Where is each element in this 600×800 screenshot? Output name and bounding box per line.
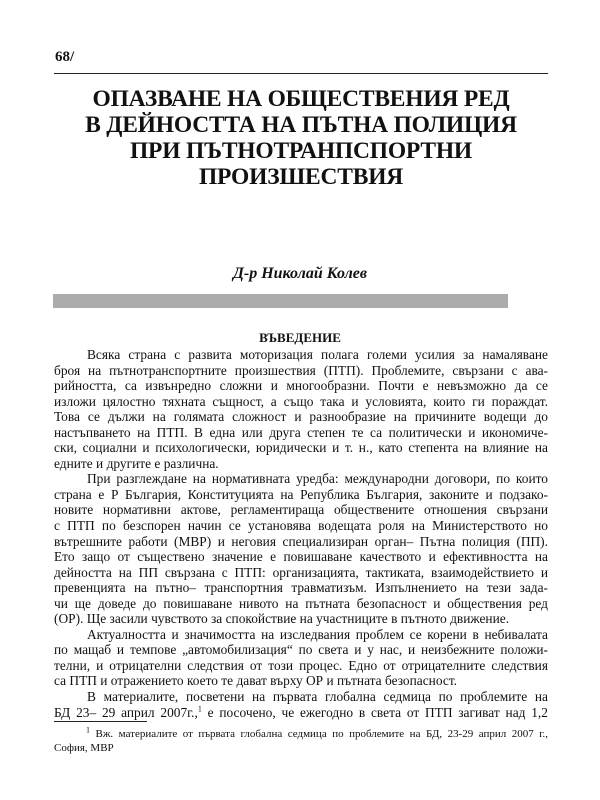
- text-line: телни, и отрицателни следствия от този процес. Едно от отрицателните следствия: [54, 657, 548, 673]
- header-rule: [54, 73, 548, 74]
- section-heading: ВЪВЕДЕНИЕ: [259, 330, 341, 345]
- text-line: по мащаб и темпове „автомобилизация“ по света и у нас, и неизбежните положи-: [54, 642, 548, 658]
- footnote-line: [54, 727, 548, 741]
- text-line: настъпването на ПТП. В една или друга степен те са политически и икономиче-: [54, 424, 548, 440]
- text-line: Всяка страна с развита моторизация полага големи усилия за намаляване: [87, 347, 548, 362]
- text-line: броя на пътнотранспортните произшествия (ПТП). Проблемите, свързани с ава-: [54, 362, 548, 378]
- text-line: В материалите, посветени на първата глобална седмица по проблемите на: [87, 689, 548, 705]
- footnote-marker: 1: [86, 725, 90, 735]
- footnote-text: Вж. материалите от първата глобална седмица по проблемите на БД, 23-29 април 2007 г.,: [95, 728, 548, 740]
- page-number: 68/: [55, 49, 75, 65]
- text-line: новите нормативни актове, регламентираща обществените отношения свързани: [54, 502, 548, 518]
- footnote-ref[interactable]: 1: [197, 704, 202, 714]
- separator-bar: [53, 294, 508, 308]
- text-line: (ОР). Ще засили чувството за спокойствие на участниците в пътното движение.: [54, 611, 510, 627]
- text-line: са ПТП и отражението което те дават върху ОР и пътната безопасност.: [54, 673, 458, 689]
- text-line: рийността, са извънредно сложни и многообразни. Почти е невъзможно да се: [54, 378, 548, 394]
- title-line: ПРОИЗШЕСТВИЯ: [198, 164, 404, 190]
- footnote: [54, 727, 548, 755]
- title-line: ОПАЗВАНЕ НА ОБЩЕСТВЕНИЯ РЕД: [92, 86, 510, 112]
- text-line: Ето защо от съществено значение е повишаване качеството и ефективността на: [54, 549, 548, 565]
- author-name: Д-р Николай Колев: [232, 265, 368, 282]
- text-line: При разглеждане на нормативната уредба: международни договори, по които: [87, 471, 548, 487]
- body-text: [54, 347, 548, 720]
- footnote-rule: [54, 721, 147, 722]
- text-fragment: БД 23– 29 април 2007г.,: [54, 704, 198, 720]
- text-fragment: е посочено, че ежегодно в света от ПТП загиват над 1,2: [207, 704, 548, 720]
- text-line: Това се дължи на голямата сложност и разнообразие на причините водещи до: [54, 409, 548, 425]
- text-line: страна е Р България, Конституцията на Република България, законите и подзако-: [54, 486, 548, 502]
- text-line: с ПТП по безспорен начин се установява водещата роля на Министерството но: [54, 518, 548, 534]
- text-line: ски, социални и психологически, юридически и т. н., като степента на влияние на: [54, 440, 548, 456]
- title-line: В ДЕЙНОСТТА НА ПЪТНА ПОЛИЦИЯ: [85, 112, 517, 138]
- article-title: [54, 86, 548, 190]
- text-line: вътрешните работи (МВР) и неговия специализиран орган– Пътна полиция (ПП).: [54, 533, 548, 549]
- text-line: чи ще доведе до повишаване нивото на пътната безопасност и обществения ред: [54, 595, 548, 611]
- title-line: ПРИ ПЪТНОТРАНПСПОРТНИ: [129, 138, 473, 164]
- text-line: едните и другите е различна.: [54, 455, 219, 471]
- text-line: [54, 705, 548, 721]
- text-line: Актуалността и значимостта на изследвания проблем се корени в небивалата: [87, 626, 548, 642]
- footnote-line: София, МВР: [54, 742, 114, 754]
- text-line: дейността на ПП свързана с ПТП: организацията, тактиката, взаимодействието и: [54, 564, 548, 580]
- text-line: превенцията на пътно– транспортния травматизъм. Изпълнението на тези зада-: [54, 580, 548, 596]
- text-line: изложи цялостно тяхната същност, а също така и условията, които ги пораждат.: [54, 393, 548, 409]
